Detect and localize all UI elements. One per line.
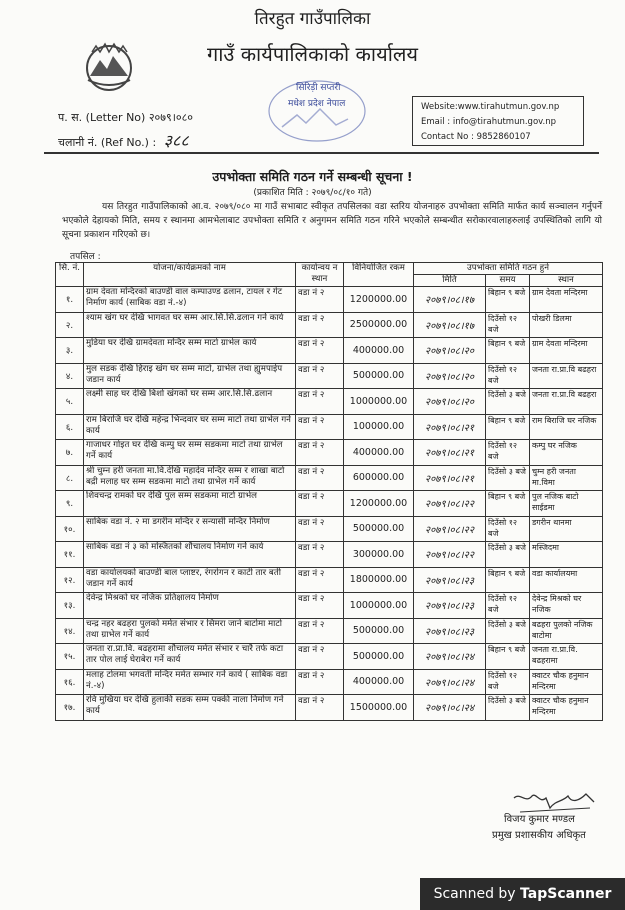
cell-date: २०७९।०८।२४ <box>414 669 486 695</box>
cell-sn: ८. <box>56 465 84 491</box>
cell-time: बिहान ९ बजे <box>486 567 530 593</box>
notice-body: यस तिरहुत गाउँपालिकाको आ.व. २०७९/०८० मा गाउँ सभाबाट स्वीकृत तपसिलका वडा स्तरिय योजनाहरु उपभोक्ता समिति मार्फत कार्य सञ्चालन गर्नुपर्ने भएकोले देहायको मिति, समय र स्थानमा आमभेलाबाट उपभोक्ता समिति र अनुगमन समिति गठन गरिने भएकोले सम्बन्धीत सरोकारवालाहरुलाई उपस्थितिको लागि यो सूचना प्रकाशन गरिएको छ। <box>62 202 602 240</box>
cell-place: कम्पु घर नजिक <box>530 440 603 466</box>
cell-date: २०७९।०८।१७ <box>414 312 486 338</box>
cell-sn: १७. <box>56 695 84 721</box>
cell-time: दिउँसो ३ बजे <box>486 542 530 568</box>
cell-ward: वडा नं २ <box>296 312 344 338</box>
cell-date: २०७९।०८।२४ <box>414 644 486 670</box>
watermark-prefix: Scanned by <box>433 886 521 902</box>
cell-ward: वडा नं २ <box>296 363 344 389</box>
cell-scheme-name: मुल सडक देखि हिराइ खंग घर सम्म माटो, ग्राभेल तथा ह्युमपाईप जडान कार्य <box>84 363 296 389</box>
office-name: गाउँ कार्यपालिकाको कार्यालय <box>206 42 419 66</box>
cell-time: बिहान ९ बजे <box>486 491 530 517</box>
cell-time: दिउँसो १२ बजे <box>486 363 530 389</box>
cell-amount: 2500000.00 <box>344 312 414 338</box>
cell-sn: ६. <box>56 414 84 440</box>
table-row <box>56 338 603 364</box>
cell-date: २०७९।०८।२२ <box>414 542 486 568</box>
col-place: स्थान <box>530 275 603 287</box>
cell-date: २०७९।०८।२३ <box>414 593 486 619</box>
cell-date: २०७९।०८।२२ <box>414 491 486 517</box>
cell-time: दिउँसो १२ बजे <box>486 593 530 619</box>
table-row <box>56 695 603 721</box>
cell-sn: ३. <box>56 338 84 364</box>
cell-date: २०७९।०८।२० <box>414 338 486 364</box>
table-row <box>56 644 603 670</box>
cell-place: क्वाटर चौक हनुमान मन्दिरमा <box>530 695 603 721</box>
cell-date: २०७९।०८।२३ <box>414 567 486 593</box>
cell-ward: वडा नं २ <box>296 414 344 440</box>
reference-number <box>58 129 189 151</box>
cell-time: बिहान ९ बजे <box>486 644 530 670</box>
cell-scheme-name: साबिक वडा नं. २ मा डगरीन मन्दिर र सन्यासी मन्दिर निर्माण <box>84 516 296 542</box>
cell-scheme-name: श्याम खंग घर देखि भागवत घर सम्म आर.सि.सि.ढलान गर्ने कार्य <box>84 312 296 338</box>
cell-amount: 600000.00 <box>344 465 414 491</box>
cell-amount: 1000000.00 <box>344 593 414 619</box>
cell-ward: वडा नं २ <box>296 593 344 619</box>
schemes-table <box>55 262 603 721</box>
watermark-brand: TapScanner <box>520 886 612 902</box>
cell-sn: २. <box>56 312 84 338</box>
cell-amount: 400000.00 <box>344 669 414 695</box>
cell-place: पुल नजिक बाटो साईडमा <box>530 491 603 517</box>
cell-time: दिउँसो १२ बजे <box>486 312 530 338</box>
cell-amount: 1800000.00 <box>344 567 414 593</box>
cell-scheme-name: मुडिया घर देखि ग्रामदेवता मन्दिर सम्म माटो ग्राभेल कार्य <box>84 338 296 364</box>
cell-sn: ७. <box>56 440 84 466</box>
col-name: योजना/कार्यक्रमको नाम <box>84 263 296 287</box>
published-date: (प्रकाशित मिति : २०७९/०८/१० गते) <box>253 188 372 198</box>
cell-amount: 500000.00 <box>344 516 414 542</box>
cell-sn: ९. <box>56 491 84 517</box>
cell-time: दिउँसो ३ बजे <box>486 695 530 721</box>
cell-date: २०७९।०८।२१ <box>414 465 486 491</box>
cell-scheme-name: गाजाधर गोइत घर देखि कम्पु घर सम्म सडकमा माटो तथा ग्राभेल गर्ने कार्य <box>84 440 296 466</box>
cell-scheme-name: जनता रा.प्रा.वि. बढहरामा शौचालय मर्मत संभार र चारै तर्फ कटा तार पोल लाई घेराबेरा गर्ने कार्य <box>84 644 296 670</box>
cell-place: देवेन्द्र मिश्रको घर नजिक <box>530 593 603 619</box>
cell-sn: १२. <box>56 567 84 593</box>
table-row <box>56 516 603 542</box>
cell-date: २०७९।०८।२१ <box>414 440 486 466</box>
cell-amount: 400000.00 <box>344 440 414 466</box>
cell-ward: वडा नं २ <box>296 440 344 466</box>
cell-amount: 300000.00 <box>344 542 414 568</box>
cell-ward: वडा नं २ <box>296 695 344 721</box>
scanner-watermark <box>420 878 625 910</box>
details-label: तपसिल : <box>70 252 101 262</box>
table-row <box>56 542 603 568</box>
cell-scheme-name: रवि मुखिया घर देखि हुलाकी सडक सम्म पक्की नाला निर्माण गर्ने कार्य <box>84 695 296 721</box>
cell-ward: वडा नं २ <box>296 516 344 542</box>
table-row <box>56 669 603 695</box>
cell-amount: 1000000.00 <box>344 389 414 415</box>
cell-ward: वडा नं २ <box>296 567 344 593</box>
cell-sn: १०. <box>56 516 84 542</box>
col-sn: सि. नं. <box>56 263 84 287</box>
cell-place: डगरीन थानमा <box>530 516 603 542</box>
table-row <box>56 491 603 517</box>
cell-ward: वडा नं २ <box>296 542 344 568</box>
cell-place: बढहरा पुलको नजिक बाटोमा <box>530 618 603 644</box>
cell-time: बिहान ९ बजे <box>486 287 530 313</box>
table-row <box>56 287 603 313</box>
cell-ward: वडा नं २ <box>296 669 344 695</box>
cell-amount: 1500000.00 <box>344 695 414 721</box>
stamp-text-2: मधेश प्रदेश नेपाल <box>288 99 346 109</box>
cell-place: ग्राम देवता मन्दिरमा <box>530 287 603 313</box>
contact-box <box>412 96 584 146</box>
cell-place: जनता रा.प्रा.वि बढहरा <box>530 363 603 389</box>
cell-place: मस्जिदमा <box>530 542 603 568</box>
cell-date: २०७९।०८।२४ <box>414 695 486 721</box>
cell-sn: ४. <box>56 363 84 389</box>
table-row <box>56 363 603 389</box>
cell-scheme-name: ग्राम देवता मन्दिरको बाउण्डी वाल कम्पाउण्ड ढलान, टायल र गेट निर्माण कार्य (साबिक वडा नं.-४) <box>84 287 296 313</box>
email-text: Email : info@tirahutmun.gov.np <box>421 117 557 127</box>
cell-sn: १. <box>56 287 84 313</box>
cell-date: २०७९।०८।२२ <box>414 516 486 542</box>
letter-number: प. स. (Letter No) २०७९।०८० <box>58 111 194 124</box>
cell-scheme-name: वडा कार्यालयको बाउण्डी बाल प्लाष्टर, रंगरोगन र काटी तार बती जडान गर्ने कार्य <box>84 567 296 593</box>
cell-sn: १४. <box>56 618 84 644</box>
col-ward: कार्यान्वय न स्थान <box>296 263 344 287</box>
cell-amount: 500000.00 <box>344 618 414 644</box>
cell-amount: 100000.00 <box>344 414 414 440</box>
phone-text: Contact No : 9852860107 <box>421 132 531 142</box>
col-time: समय <box>486 275 530 287</box>
table-row <box>56 414 603 440</box>
cell-date: २०७९।०८।२० <box>414 363 486 389</box>
cell-ward: वडा नं २ <box>296 465 344 491</box>
signatory-name: विजय कुमार मण्डल <box>504 814 575 825</box>
cell-ward: वडा नं २ <box>296 389 344 415</box>
cell-place: राम बिराजि घर नजिक <box>530 414 603 440</box>
ref-value: ३८८ <box>163 131 189 150</box>
cell-ward: वडा नं २ <box>296 644 344 670</box>
table-row <box>56 567 603 593</box>
cell-scheme-name: शिवचन्द्र रामको घर देखि पुल सम्म सडकमा माटो ग्राभेल <box>84 491 296 517</box>
table-row <box>56 440 603 466</box>
cell-place: चुम्न हरी जनता मा.विमा <box>530 465 603 491</box>
cell-date: २०७९।०८।२३ <box>414 618 486 644</box>
col-date: मिति <box>414 275 486 287</box>
cell-time: बिहान ९ बजे <box>486 338 530 364</box>
col-amount: विनियोजित रकम <box>344 263 414 287</box>
cell-ward: वडा नं २ <box>296 338 344 364</box>
cell-amount: 500000.00 <box>344 644 414 670</box>
cell-time: दिउँसो ३ बजे <box>486 389 530 415</box>
cell-place: वडा कार्यालयमा <box>530 567 603 593</box>
cell-amount: 1200000.00 <box>344 491 414 517</box>
cell-time: दिउँसो १२ बजे <box>486 669 530 695</box>
table-row <box>56 593 603 619</box>
municipality-logo-icon <box>80 38 138 96</box>
cell-scheme-name: देवेन्द्र मिश्रको घर नजिक प्रतिक्षालय निर्माण <box>84 593 296 619</box>
cell-scheme-name: लक्ष्मी साह घर देखि बिशो खंगको घर सम्म आर.सि.सि.ढलान <box>84 389 296 415</box>
cell-time: दिउँसो १२ बजे <box>486 440 530 466</box>
cell-time: दिउँसो १२ बजे <box>486 516 530 542</box>
stamp-text-1: सिरिड़ी सप्तरी <box>296 83 341 93</box>
cell-place: ग्राम देवता मन्दिरमा <box>530 338 603 364</box>
cell-amount: 500000.00 <box>344 363 414 389</box>
cell-amount: 400000.00 <box>344 338 414 364</box>
cell-time: बिहान ९ बजे <box>486 414 530 440</box>
table-row <box>56 465 603 491</box>
cell-date: २०७९।०८।२० <box>414 389 486 415</box>
cell-sn: १५. <box>56 644 84 670</box>
cell-ward: वडा नं २ <box>296 287 344 313</box>
notice-title: उपभोक्ता समिति गठन गर्ने सम्बन्धी सूचना ! <box>212 169 413 184</box>
signatory-role: प्रमुख प्रशासकीय अधिकृत <box>492 830 586 841</box>
cell-sn: १६. <box>56 669 84 695</box>
cell-scheme-name: श्री चुम्न हरी जनता मा.वि.देखि महादेव मन्दिर सम्म र शाखा बाटो बद्री मलाह घर सम्म सडकमा माटो तथा ग्राभेल गर्ने कार्य <box>84 465 296 491</box>
cell-place: पोखरी डिलमा <box>530 312 603 338</box>
cell-time: दिउँसो ३ बजे <box>486 618 530 644</box>
cell-date: २०७९।०८।१७ <box>414 287 486 313</box>
cell-place: क्वाटर चौक हनुमान मन्दिरमा <box>530 669 603 695</box>
table-row <box>56 389 603 415</box>
cell-amount: 1200000.00 <box>344 287 414 313</box>
municipality-name: तिरहुत गाउँपालिका <box>254 9 371 29</box>
cell-ward: वडा नं २ <box>296 491 344 517</box>
cell-time: दिउँसो ३ बजे <box>486 465 530 491</box>
cell-date: २०७९।०८।२१ <box>414 414 486 440</box>
col-group: उपभोक्ता समिति गठन हुने <box>414 263 603 275</box>
table-row <box>56 312 603 338</box>
table-row <box>56 618 603 644</box>
cell-ward: वडा नं २ <box>296 618 344 644</box>
header-divider <box>44 152 599 154</box>
cell-sn: ५. <box>56 389 84 415</box>
website-text: Website:www.tirahutmun.gov.np <box>421 102 560 112</box>
cell-place: जनता रा.प्रा.वि. बढहरामा <box>530 644 603 670</box>
cell-sn: ११. <box>56 542 84 568</box>
cell-scheme-name: चन्द्र नहर बढहरा पुलको मर्मत संभार र सिमरा जाने बाटोमा माटो तथा ग्राभेल गर्ने कार्य <box>84 618 296 644</box>
cell-sn: १३. <box>56 593 84 619</box>
cell-scheme-name: साबिक वडा नं ३ को मस्जितको शौचालय निर्माण गर्ने कार्य <box>84 542 296 568</box>
ref-label: चलानी नं. (Ref No.) : <box>58 136 157 149</box>
cell-scheme-name: मलाह टोलमा भगवती मन्दिर मर्मत सम्भार गर्ने कार्य ( साबिक वडा नं.-४) <box>84 669 296 695</box>
cell-place: जनता रा.प्रा.वि बढहरा <box>530 389 603 415</box>
cell-scheme-name: राम बिराजि घर देखि महेन्द्र भिन्दवार घर सम्म माटो तथा ग्राभेल गर्ने कार्य <box>84 414 296 440</box>
